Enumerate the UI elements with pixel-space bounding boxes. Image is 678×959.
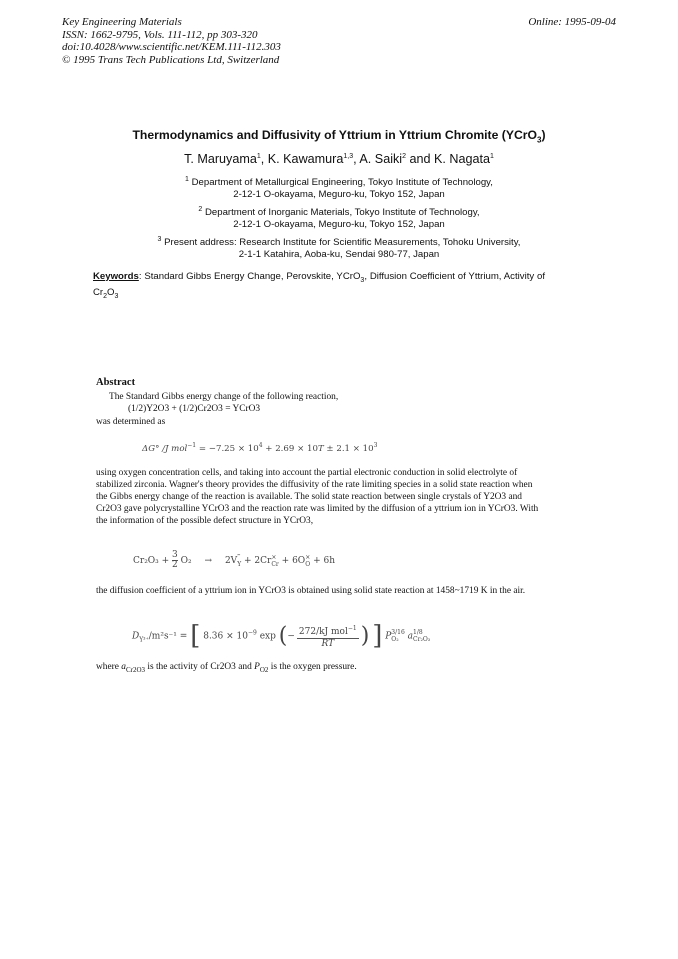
- where-clause: where $a_{Cr2O3}$ is the activity of Cr2O3 and $P_{O2}$ is the oxygen pressure.: [96, 662, 357, 674]
- journal-name: Key Engineering Materials: [62, 16, 182, 28]
- affiliation-1: $^1$ Department of Metallurgical Engineering, Tokyo Institute of Technology, 2-12-1 O-okayama, Meguro-ku, Tokyo 152, Japan: [185, 176, 493, 201]
- copyright-line: © 1995 Trans Tech Publications Ltd, Switzerland: [62, 53, 280, 66]
- defect-equation: Cr₂O₃ + $\frac{3}{2}$ O₂ → 2V ‴ Y + 2Cr × Cr + 6O × O + 6h: [133, 550, 336, 570]
- online-date: Online: 1995-09-04: [528, 16, 616, 28]
- abstract-paragraph-1: using oxygen concentration cells, and taking into account the partial electronic conduction in solid electrolyte of stabilized zirconia. Wagner's theory provides the diffusivity of the rate limiting species in a solid state reaction when the Gibbs energy change of the reaction is available. The solid state reaction between single crystals of Y2O3 and Cr2O3 gave polycrystalline YCrO3 and the reaction rate was limited by the diffusion of a yttrium ion in YCrO3. With the information of the possible defect structure in YCrO3,: [96, 468, 539, 527]
- journal-header: [62, 16, 281, 66]
- gibbs-equation: ΔG° /J $mol^{-1} = -7.25 \times 10^4 + 2.69 \times 10T \pm 2.1 \times 10^3$: [142, 442, 378, 454]
- doi-line: doi:10.4028/www.scientific.net/KEM.111-112.303: [62, 41, 281, 53]
- paper-title: Thermodynamics and Diffusivity of Yttrium in Yttrium Chromite (YCrO$_3$): [132, 128, 546, 145]
- issn-line: ISSN: 1662-9795, Vols. 111-112, pp 303-320: [62, 28, 258, 41]
- abstract-heading: Abstract: [96, 377, 136, 388]
- author-list: T. Maruyama$^1$, K. Kawamura$^{1,3}$, A. Saiki$^2$ and K. Nagata$^1$: [184, 152, 494, 166]
- affiliation-3: $^3$ Present address: Research Institute for Scientific Measurements, Tohoku University, 2-1-1 Katahira, Aoba-ku, Sendai 980-77, Japan: [157, 236, 521, 261]
- keywords-label: Keywords: [93, 271, 139, 282]
- keywords: Keywords: Standard Gibbs Energy Change, Perovskite, YCrO$_3$, Diffusion Coefficient of Yttrium, Activity of $Cr_2O_3$: [93, 271, 545, 301]
- affiliation-2: $^2$ Department of Inorganic Materials, Tokyo Institute of Technology, 2-12-1 O-okayama, Meguro-ku, Tokyo 152, Japan: [198, 206, 480, 231]
- determined-text: was determined as: [96, 417, 166, 427]
- abstract-paragraph-2: the diffusion coefficient of a yttrium ion in YCrO3 is obtained using solid state reaction at 1458~1719 K in the air.: [96, 586, 526, 596]
- reaction-equation: (1/2)Y2O3 + (1/2)Cr2O3 = YCrO3: [128, 404, 261, 414]
- diffusion-equation: $D_{Y^{3+}}/m^2s^{-1}$ = [ $8.36 \times 10^{-9}$ exp (− 272/kJ mol$^{-1}$ RT ) ] P 3/16 O₂ a 1/8 Cr₂O₃: [132, 621, 431, 651]
- abstract-intro: The Standard Gibbs energy change of the following reaction,: [109, 392, 339, 402]
